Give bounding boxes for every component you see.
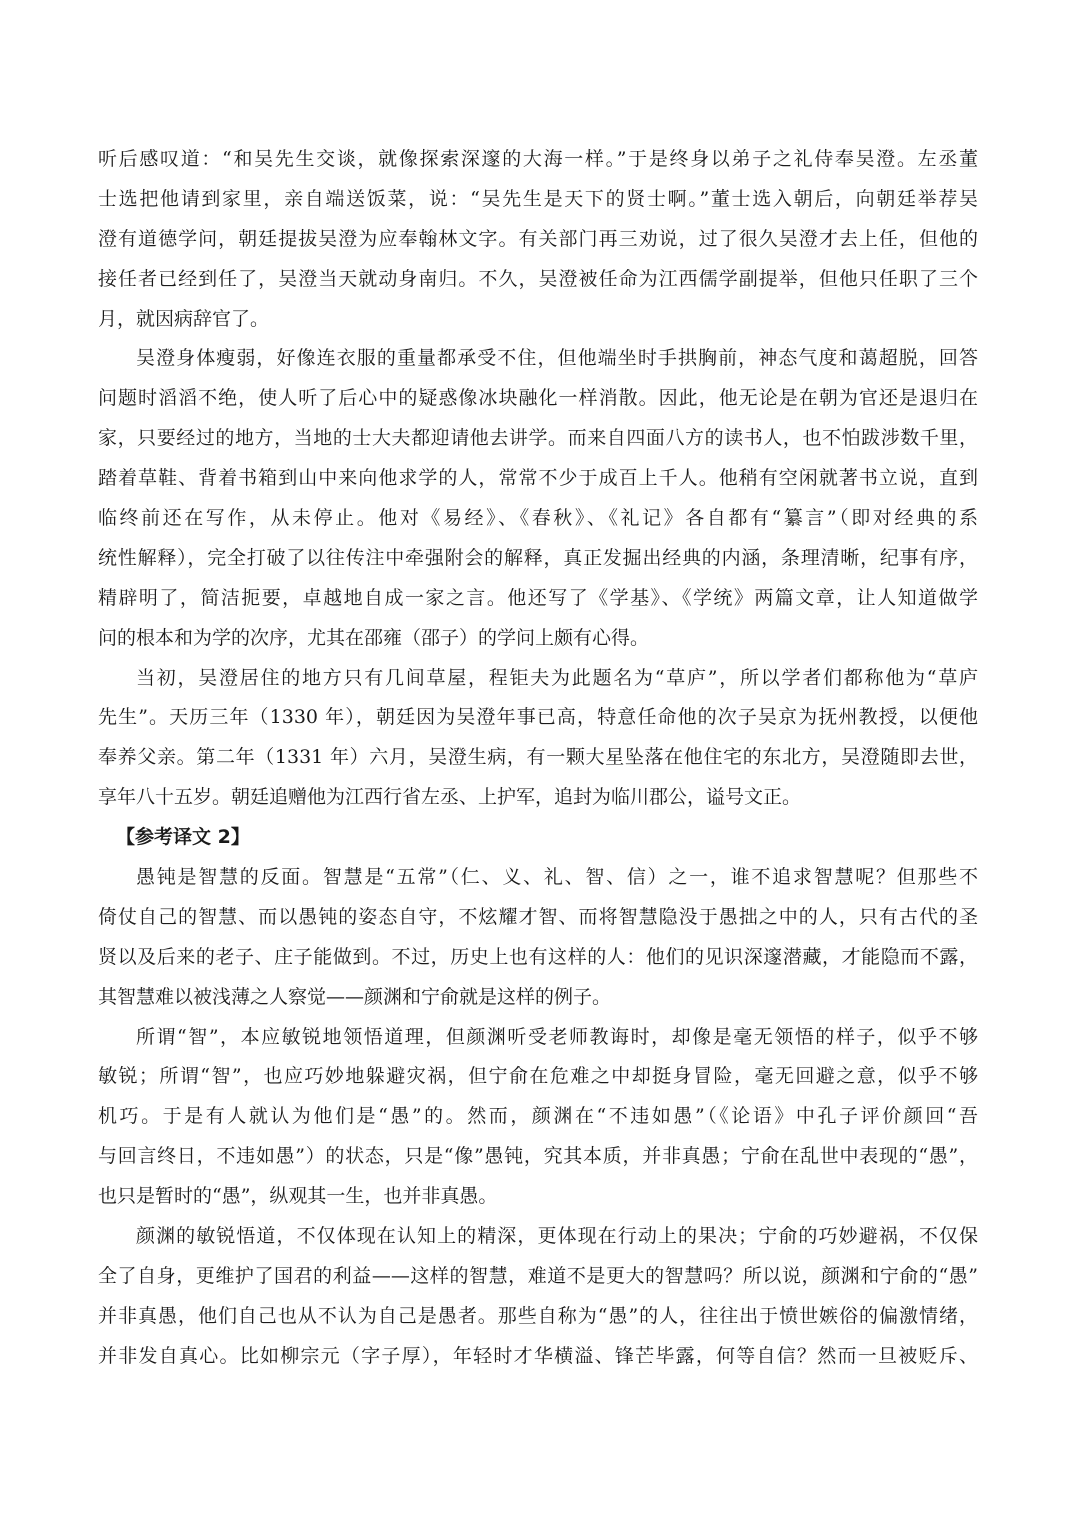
text-line: 颜渊的敏锐悟道，不仅体现在认知上的精深，更体现在行动上的果决；宁俞的巧妙避祸，不仅保 bbox=[136, 1225, 978, 1248]
paragraph bbox=[98, 1217, 978, 1377]
text-line: 并非发自真心。比如柳宗元（字子厚），年轻时才华横溢、锋芒毕露，何等自信？然而一旦被贬斥、 bbox=[98, 1344, 978, 1367]
text-line: 与回言终日，不违如愚”）的状态，只是“像”愚钝，究其本质，并非真愚；宁俞在乱世中表现的“愚”， bbox=[98, 1145, 978, 1168]
section-heading: 【参考译文 2】 bbox=[116, 826, 250, 849]
text-line: 澄有道德学问，朝廷提拔吴澄为应奉翰林文字。有关部门再三劝说，过了很久吴澄才去上任，但他的 bbox=[98, 227, 978, 250]
text-line: 奉养父亲。第二年（1331 年）六月，吴澄生病，有一颗大星坠落在他住宅的东北方，吴澄随即去世， bbox=[98, 746, 978, 769]
text-line: 问的根本和为学的次序，尤其在邵雍（邵子）的学问上颇有心得。 bbox=[98, 626, 650, 649]
text-line: 临终前还在写作，从未停止。他对《易经》、《春秋》、《礼记》各自都有“纂言”（即对经典的系 bbox=[98, 507, 978, 530]
text-line: 愚钝是智慧的反面。智慧是“五常”（仁、义、礼、智、信）之一，谁不追求智慧呢？但那些不 bbox=[136, 866, 978, 889]
text-line: 机巧。于是有人就认为他们是“愚”的。然而，颜渊在“不违如愚”（《论语》中孔子评价颜回“吾 bbox=[98, 1105, 978, 1128]
text-line: 士选把他请到家里，亲自端送饭菜，说：“吴先生是天下的贤士啊。”董士选入朝后，向朝廷举荐吴 bbox=[98, 187, 978, 210]
text-line: 统性解释），完全打破了以往传注中牵强附会的解释，真正发掘出经典的内涵，条理清晰，纪事有序， bbox=[98, 546, 978, 569]
text-line: 全了自身，更维护了国君的利益——这样的智慧，难道不是更大的智慧吗？所以说，颜渊和宁俞的“愚” bbox=[98, 1264, 978, 1287]
text-line: 精辟明了，简洁扼要，卓越地自成一家之言。他还写了《学基》、《学统》两篇文章，让人知道做学 bbox=[98, 586, 978, 609]
text-line: 倚仗自己的智慧、而以愚钝的姿态自守，不炫耀才智、而将智慧隐没于愚拙之中的人，只有古代的圣 bbox=[98, 905, 978, 928]
paragraph bbox=[98, 659, 978, 819]
text-line: 家，只要经过的地方，当地的士大夫都迎请他去讲学。而来自四面八方的读书人，也不怕跋涉数千里， bbox=[98, 427, 978, 450]
text-line: 享年八十五岁。朝廷追赠他为江西行省左丞、上护军，追封为临川郡公，谥号文正。 bbox=[98, 786, 802, 809]
text-line: 先生”。天历三年（1330 年），朝廷因为吴澄年事已高，特意任命他的次子吴京为抚州教授，以便他 bbox=[98, 706, 978, 729]
text-line: 问题时滔滔不绝，使人听了后心中的疑惑像冰块融化一样消散。因此，他无论是在朝为官还是退归在 bbox=[98, 387, 978, 410]
text-line: 并非真愚，他们自己也从不认为自己是愚者。那些自称为“愚”的人，往往出于愤世嫉俗的偏激情绪， bbox=[98, 1304, 978, 1327]
paragraph bbox=[98, 339, 978, 658]
text-line: 月，就因病辞官了。 bbox=[98, 307, 270, 330]
text-line: 听后感叹道：“和吴先生交谈，就像探索深邃的大海一样。”于是终身以弟子之礼侍奉吴澄。左丞董 bbox=[98, 148, 978, 170]
text-line: 其智慧难以被浅薄之人察觉——颜渊和宁俞就是这样的例子。 bbox=[98, 985, 612, 1008]
text-line: 吴澄身体瘦弱，好像连衣服的重量都承受不住，但他端坐时手拱胸前，神态气度和蔼超脱，回答 bbox=[136, 347, 978, 370]
text-line: 敏锐；所谓“智”，也应巧妙地躲避灾祸，但宁俞在危难之中却挺身冒险，毫无回避之意，似乎不够 bbox=[98, 1065, 978, 1088]
text-line: 当初，吴澄居住的地方只有几间草屋，程钜夫为此题名为“草庐”，所以学者们都称他为“草庐 bbox=[136, 666, 978, 689]
text-line: 贤以及后来的老子、庄子能做到。不过，历史上也有这样的人：他们的见识深邃潜藏，才能隐而不露， bbox=[98, 945, 978, 968]
text-line: 接任者已经到任了，吴澄当天就动身南归。不久，吴澄被任命为江西儒学副提举，但他只任职了三个 bbox=[98, 267, 978, 290]
text-line: 踏着草鞋、背着书箱到山中来向他求学的人，常常不少于成百上千人。他稍有空闲就著书立说，直到 bbox=[98, 467, 978, 490]
document-body bbox=[98, 140, 978, 1377]
paragraph bbox=[98, 858, 978, 1018]
text-line: 也只是暂时的“愚”，纵观其一生，也并非真愚。 bbox=[98, 1185, 498, 1208]
text-line: 所谓“智”，本应敏锐地领悟道理，但颜渊听受老师教诲时，却像是毫无领悟的样子，似乎不够 bbox=[136, 1025, 978, 1048]
paragraph bbox=[98, 140, 978, 339]
paragraph bbox=[98, 1018, 978, 1217]
